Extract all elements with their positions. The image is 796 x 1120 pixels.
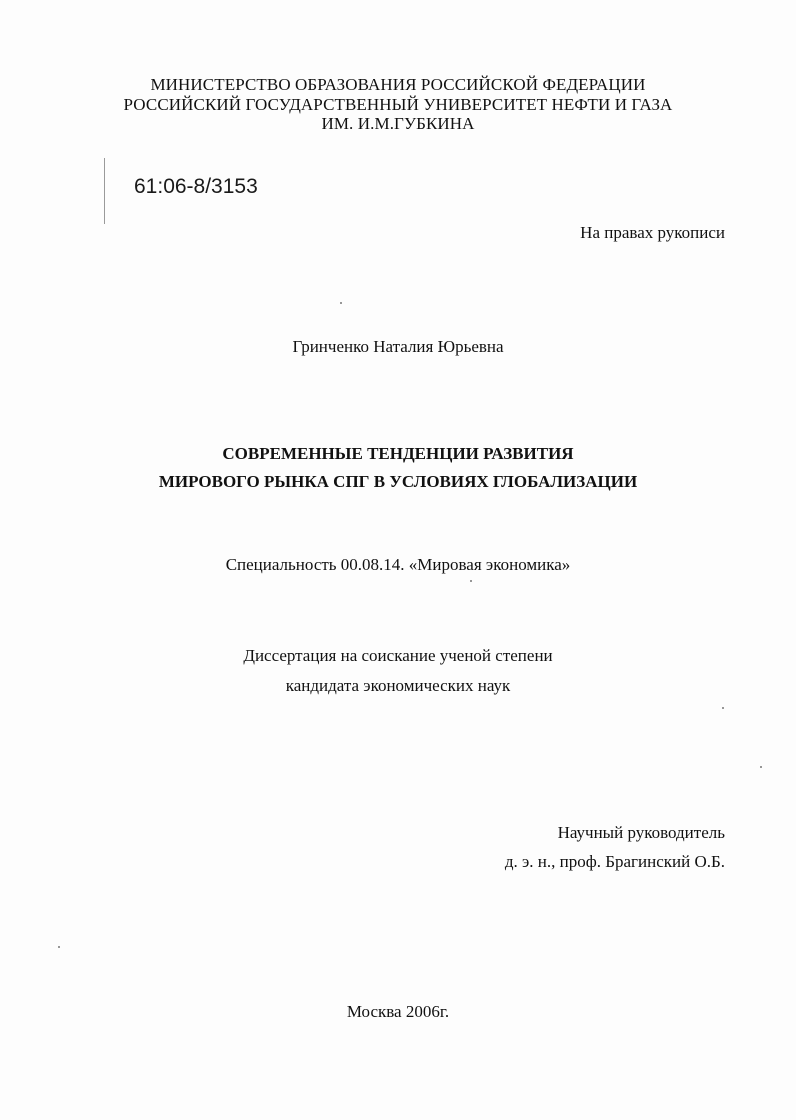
dissertation-title-line-1: СОВРЕМЕННЫЕ ТЕНДЕНЦИИ РАЗВИТИЯ	[222, 444, 574, 463]
degree-line-2: кандидата экономических наук	[285, 676, 511, 695]
manuscript-rights-note: На правах рукописи	[580, 223, 725, 242]
ministry-heading: МИНИСТЕРСТВО ОБРАЗОВАНИЯ РОССИЙСКОЙ ФЕДЕРАЦИИ	[150, 75, 646, 94]
library-stamp-code: 61:06-8/3153	[134, 175, 258, 198]
scan-speck	[722, 707, 724, 709]
author-name: Гринченко Наталия Юрьевна	[292, 337, 504, 356]
scan-speck	[340, 302, 342, 304]
dissertation-title-line-2: МИРОВОГО РЫНКА СПГ В УСЛОВИЯХ ГЛОБАЛИЗАЦИИ	[158, 472, 638, 491]
university-name-suffix: ИМ. И.М.ГУБКИНА	[321, 114, 475, 133]
scan-speck	[760, 766, 762, 768]
supervisor-name: д. э. н., проф. Брагинский О.Б.	[504, 852, 725, 871]
university-heading: РОССИЙСКИЙ ГОСУДАРСТВЕННЫЙ УНИВЕРСИТЕТ НЕФТИ И ГАЗА	[123, 95, 673, 114]
city-year: Москва 2006г.	[346, 1002, 450, 1021]
supervisor-label: Научный руководитель	[557, 823, 725, 842]
specialty-line: Специальность 00.08.14. «Мировая экономика»	[225, 555, 571, 574]
scan-margin-mark	[104, 158, 105, 224]
scan-speck	[470, 580, 472, 582]
degree-line-1: Диссертация на соискание ученой степени	[243, 646, 553, 665]
scan-speck	[58, 946, 60, 948]
